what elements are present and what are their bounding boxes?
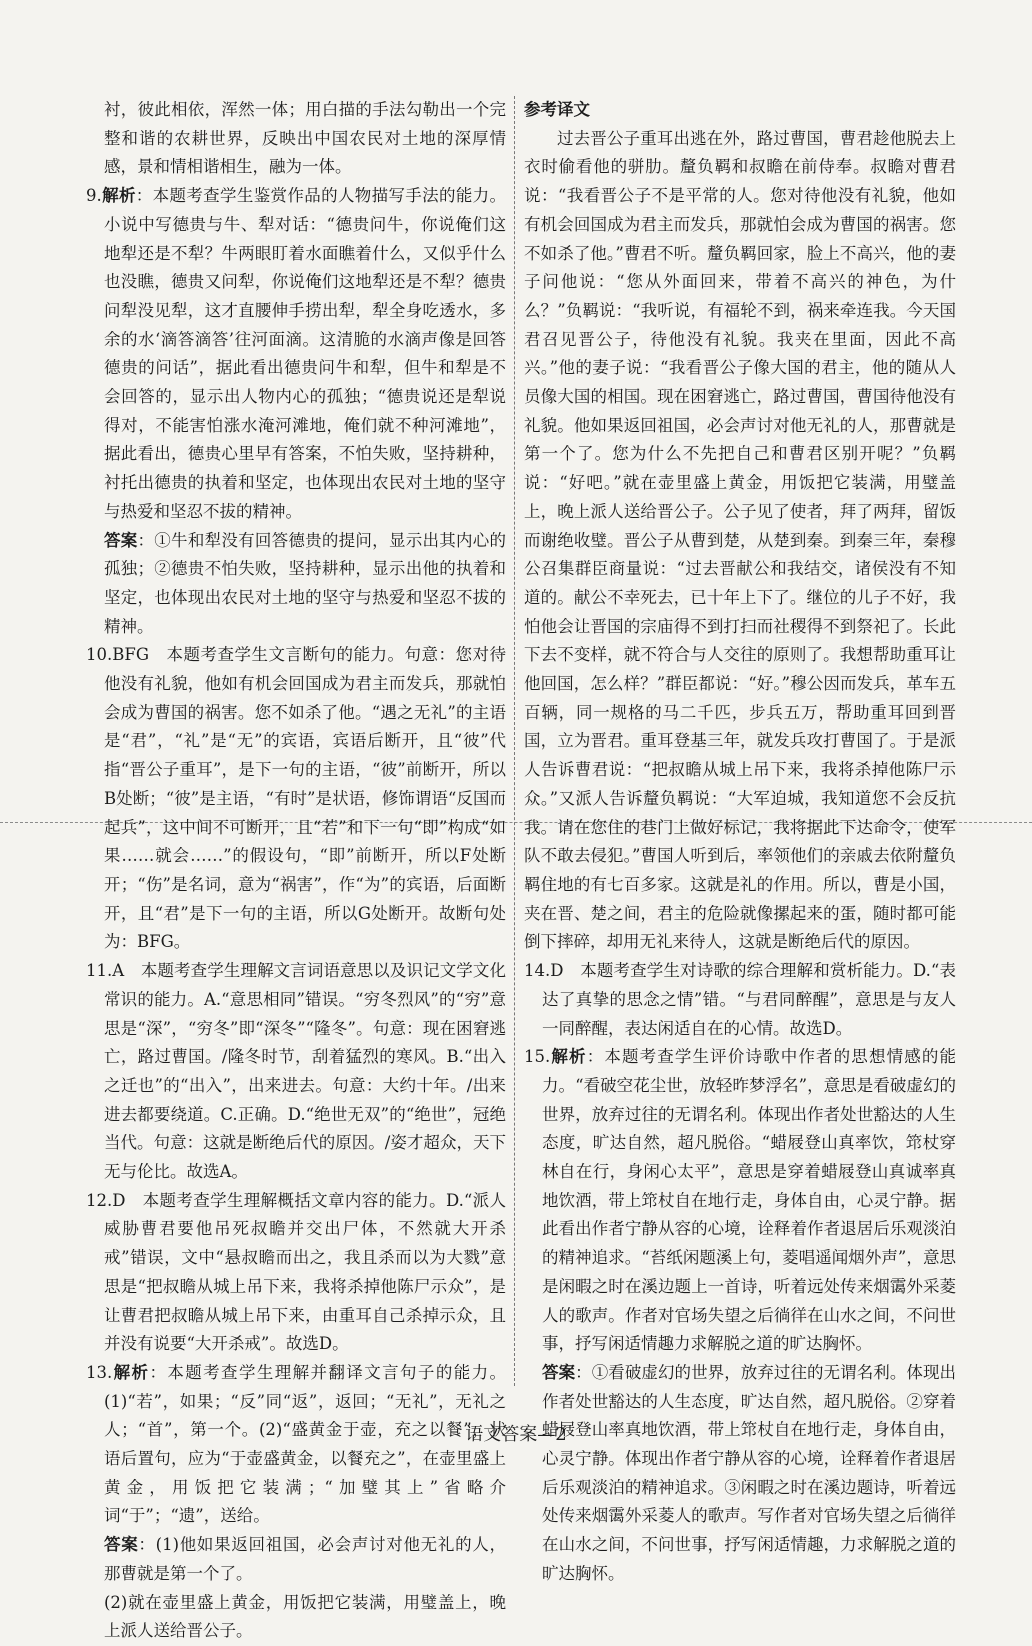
q9-answer-label: 答案 (104, 530, 138, 550)
q12-number: 12. (86, 1190, 113, 1210)
q9-answer-text: ：①牛和犁没有回答德贵的提问，显示出其内心的孤独；②德贵不怕失败，坚持耕种，显示出他的执着和坚定，也体现出农民对土地的坚守与热爱和坚忍不拔的精神。 (104, 530, 507, 636)
q14-item (524, 957, 956, 1043)
q14-text: D 本题考查学生对诗歌的综合理解和赏析能力。D.“表达了真挚的思念之情”错。“与君同醉醒”，意思是与友人一同醉醒，表达闲适自在的心情。故选D。 (542, 961, 956, 1038)
q14-number: 14. (524, 961, 551, 981)
q11-text: A 本题考查学生理解文言词语意思以及识记文学文化常识的能力。A.“意思相同”错误。“穷冬烈风”的“穷”意思是“深”，“穷冬”即“深冬”“隆冬”。句意：现在困窘逃亡，路过曹国。/隆冬时节，刮着猛烈的寒风。B.“出入之迁也”的“出入”，出来进去。句意：大约十年。/出来进去都要绕道。C.正确。D.“绝世无双”的“绝世”，冠绝当代。句意：这就是断绝后代的原因。/姿才超众，天下无与伦比。故选A。 (104, 961, 506, 1182)
q9-analysis-label: 解析 (101, 186, 136, 206)
q13-answer-2: (2)就在壶里盛上黄金，用饭把它装满，用璧盖上，晚上派人送给晋公子。 (104, 1592, 506, 1641)
q10-text: BFG 本题考查学生文言断句的能力。句意：您对待他没有礼貌，他如有机会回国成为君主而发兵，那就怕会成为曹国的祸害。您不如杀了他。“遇之无礼”的主语是“君”，“礼”是“无”的宾语，宾语后断开，且“彼”代指“晋公子重耳”，是下一句的主语，“彼”前断开，所以B处断；“彼”是主语，“有时”是状语，修饰谓语“反国而起兵”，这中间不可断开，且“若”和下一句“即”构成“如果……就会……”的假设句，“即”前断开，所以F处断开；“伤”是名词，意为“祸害”，作“为”的宾语，后面断开，且“君”是下一句的主语，所以G处断开。故断句处为：BFG。 (104, 645, 506, 952)
q13-analysis-text: ：本题考查学生理解并翻译文言句子的能力。(1)“若”，如果；“反”同“返”，返回；“无礼”，无礼之人；“首”，第一个。(2)“盛黄金于壶，充之以餐”，状语后置句，应为“于壶盛黄金，以餐充之”，在壶里盛上黄金，用饭把它装满；“加璧其上”省略介词“于”；“遗”，送给。 (104, 1362, 507, 1526)
q12-text: D 本题考查学生理解概括文章内容的能力。D.“派人威胁曹君要他吊死叔瞻并交出尸体，不然就大开杀戒”错误，文中“悬叔瞻而出之，我且杀而以为大戮”意思是“把叔瞻从城上吊下来，我将杀掉他陈尸示众”，是让曹君把叔瞻从城上吊下来，由重耳自己杀掉示众，且并没有说要“大开杀戒”。故选D。 (104, 1190, 506, 1354)
q13-answer-label: 答案 (104, 1535, 139, 1555)
q10-number: 10. (86, 645, 113, 665)
q13-answer-1 (86, 1531, 506, 1588)
q11-item (86, 957, 506, 1187)
q8-continuation: 衬，彼此相依，浑然一体；用白描的手法勾勒出一个完整和谐的农耕世界，反映出中国农民对土地的深厚情感，景和情相谐相生，融为一体。 (104, 100, 506, 177)
page-footer: 语文答案—2 (465, 1424, 567, 1445)
q15-analysis-label: 解析 (550, 1047, 587, 1067)
q15-analysis (524, 1043, 956, 1359)
q11-number: 11. (86, 961, 113, 981)
right-column (524, 96, 956, 1589)
q9-analysis (86, 182, 506, 526)
column-divider (514, 96, 515, 1386)
q9-answer (86, 527, 506, 642)
q15-answer (524, 1359, 956, 1589)
q15-analysis-text: ：本题考查学生评价诗歌中作者的思想情感的能力。“看破空花尘世，放轻昨梦浮名”，意思是看破虚幻的世界，放弃过往的无谓名利。体现出作者处世豁达的人生态度，旷达自然，超凡脱俗。“蜡屐登山真率饮，筇杖穿林自在行，身闲心太平”，意思是穿着蜡屐登山真诚率真地饮酒，带上筇杖自在地行走，身体自由，心灵宁静。据此看出作者宁静从容的心境，诠释着作者退居后乐观淡泊的精神追求。“苔纸闲题溪上句，菱唱遥闻烟外声”，意思是闲暇之时在溪边题上一首诗，听着远处传来烟霭外采菱人的歌声。作者对官场失望之后徜徉在山水之间，不问世事，抒写闲适情趣力求解脱之道的旷达胸怀。 (542, 1047, 957, 1354)
q13-answer-1-text: ：(1)他如果返回祖国，必会声讨对他无礼的人，那曹就是第一个了。 (104, 1535, 506, 1583)
q13-number: 13. (86, 1362, 113, 1382)
q9-number: 9. (86, 186, 102, 206)
q12-item (86, 1187, 506, 1359)
q13-analysis-label: 解析 (112, 1362, 150, 1382)
translation-heading: 参考译文 (524, 100, 590, 119)
q15-answer-text: ：①看破虚幻的世界，放弃过往的无谓名利。体现出作者处世豁达的人生态度，旷达自然，超凡脱俗。②穿着蜡屐登山率真地饮酒，带上筇杖自在地行走，身体自由，心灵宁静。体现出作者宁静从容的心境，诠释着作者退居后乐观淡泊的精神追求。③闲暇之时在溪边题诗，听着远处传来烟霭外采菱人的歌声。写作者对官场失望之后徜徉在山水之间，不问世事，抒写闲适情趣，力求解脱之道的旷达胸怀。 (542, 1362, 956, 1583)
q15-number: 15. (524, 1047, 551, 1067)
left-column (86, 96, 506, 1646)
q15-answer-label: 答案 (542, 1362, 576, 1382)
translation-text: 过去晋公子重耳出逃在外，路过曹国，曹君趁他脱去上衣时偷看他的骈肋。釐负羁和叔瞻在前侍奉。叔瞻对曹君说：“我看晋公子不是平常的人。您对待他没有礼貌，他如有机会回国成为君主而发兵，那就怕会成为曹国的祸害。您不如杀了他。”曹君不听。釐负羁回家，脸上不高兴，他的妻子问他说：“您从外面回来，带着不高兴的神色，为什么？”负羁说：“我听说，有福轮不到，祸来牵连我。今天国君召见晋公子，待他没有礼貌。我夹在里面，因此不高兴。”他的妻子说：“我看晋公子像大国的君主，他的随从人员像大国的相国。现在困窘逃亡，路过曹国，曹国待他没有礼貌。他如果返回祖国，必会声讨对他无礼的人，那曹就是第一个了。您为什么不先把自己和曹君区别开呢？”负羁说：“好吧。”就在壶里盛上黄金，用饭把它装满，用璧盖上，晚上派人送给晋公子。公子见了使者，拜了两拜，留饭而谢绝收璧。晋公子从曹到楚，从楚到秦。到秦三年，秦穆公召集群臣商量说：“过去晋献公和我结交，诸侯没有不知道的。献公不幸死去，已十年上下了。继位的儿子不好，我怕他会让晋国的宗庙得不到打扫而社稷得不到祭祀了。长此下去不变样，就不符合与人交往的原则了。我想帮助重耳让他回国，怎么样？”群臣都说：“好。”穆公因而发兵，革车五百辆，同一规格的马二千匹，步兵五万，帮助重耳回到晋国，立为晋君。重耳登基三年，就发兵攻打曹国了。于是派人告诉曹君说：“把叔瞻从城上吊下来，我将杀掉他陈尸示众。”又派人告诉釐负羁说：“大军迫城，我知道您不会反抗我。请在您住的巷门上做好标记，我将据此下达命令，使军队不敢去侵犯。”曹国人听到后，率领他们的亲戚去依附釐负羁住地的有七百多家。这就是礼的作用。所以，曹是小国，夹在晋、楚之间，君主的危险就像摞起来的蛋，随时都可能倒下摔碎，却用无礼来待人，这就是断绝后代的原因。 (524, 128, 956, 952)
q10-item (86, 641, 506, 957)
q9-analysis-text: ：本题考查学生鉴赏作品的人物描写手法的能力。小说中写德贵与牛、犁对话：“德贵问牛，你说俺们这地犁还是不犁？牛两眼盯着水面瞧着什么，又似乎什么也没瞧，德贵又问犁，你说俺们这地犁还是不犁？德贵问犁没见犁，这才直腰伸手捞出犁，犁全身吃透水，多余的水‘滴答滴答’往河面滴。这清脆的水滴声像是回答德贵的问话”，据此看出德贵问牛和犁，但牛和犁是不会回答的，显示出人物内心的孤独；“德贵说还是犁说得对，不能害怕涨水淹河滩地，俺们就不种河滩地”，据此看出，德贵心里早有答案，不怕失败，坚持耕种，衬托出德贵的执着和坚定，也体现出农民对土地的坚守与热爱和坚忍不拔的精神。 (104, 186, 506, 521)
